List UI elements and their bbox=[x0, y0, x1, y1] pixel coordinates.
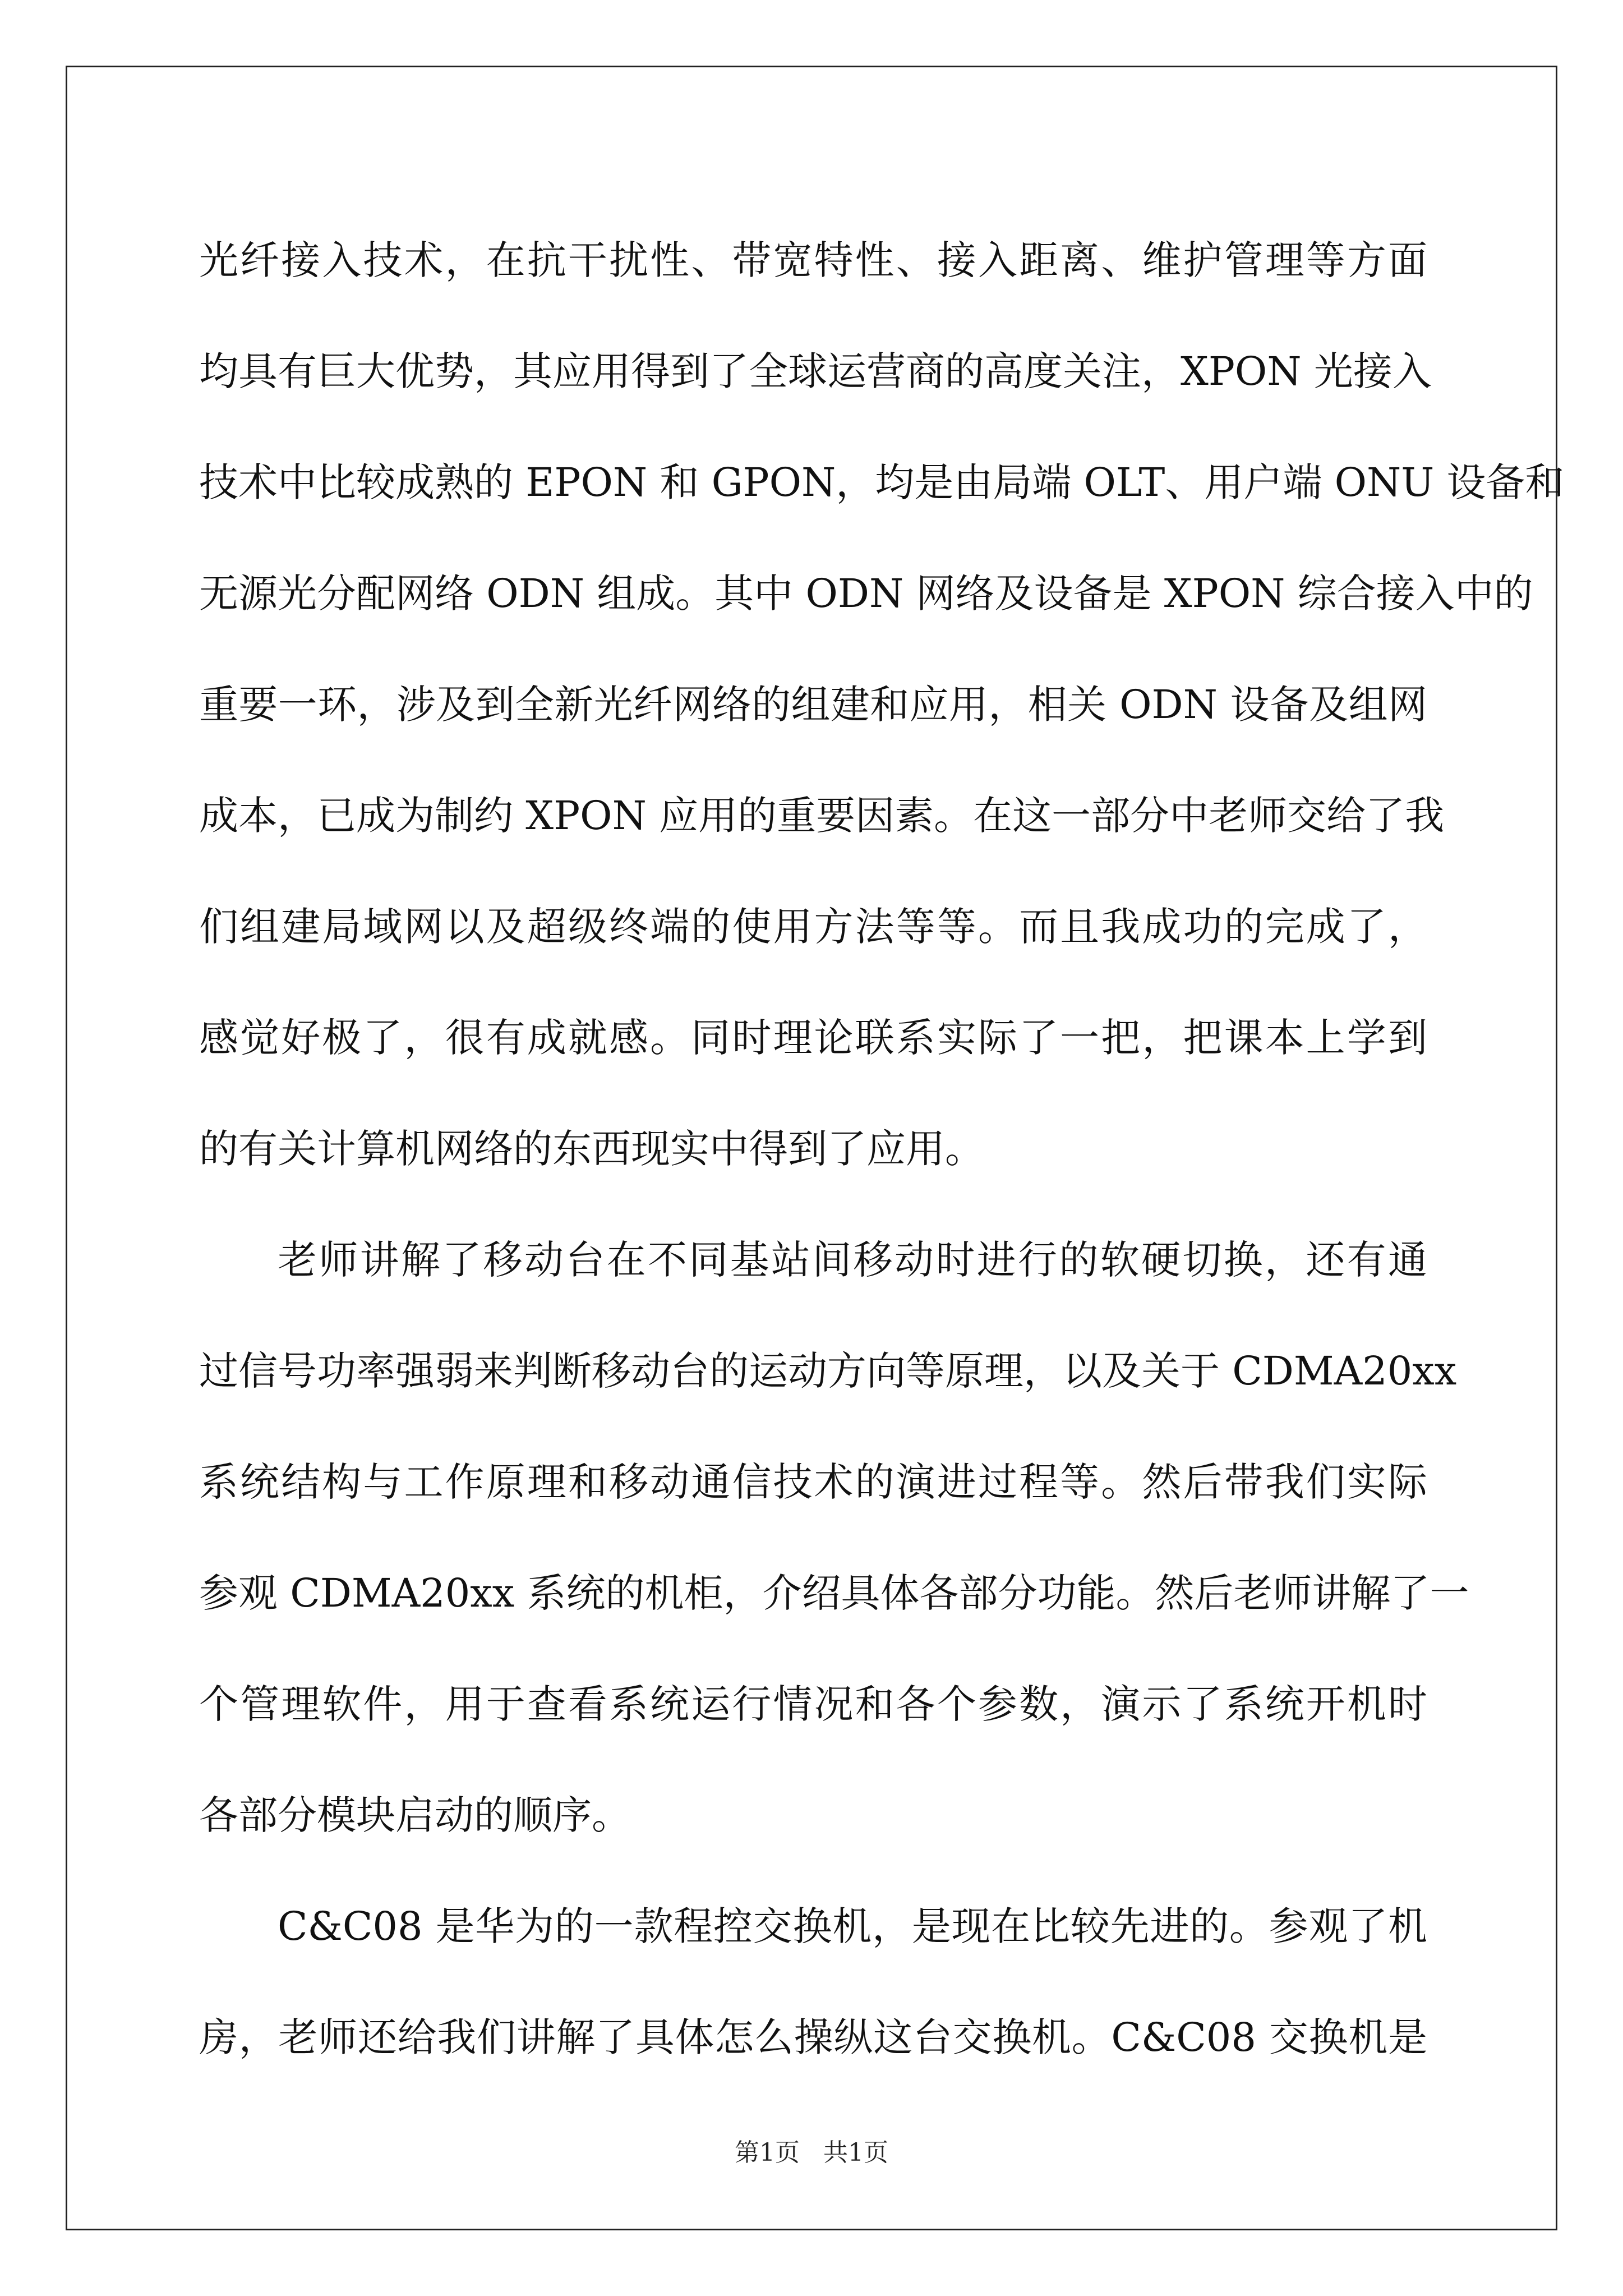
text-line: 成本，已成为制约 XPON 应用的重要因素。在这一部分中老师交给了我 bbox=[199, 793, 1445, 839]
text-line: 均具有巨大优势，其应用得到了全球运营商的高度关注，XPON 光接入 bbox=[199, 348, 1432, 394]
text-line: 各部分模块启动的顺序。 bbox=[199, 1792, 631, 1838]
text-line: 参观 CDMA20xx 系统的机柜，介绍具体各部分功能。然后老师讲解了一 bbox=[199, 1570, 1469, 1616]
text-line: 技术中比较成熟的 EPON 和 GPON，均是由局端 OLT、用户端 ONU 设备和 bbox=[199, 459, 1565, 505]
text-line: 房，老师还给我们讲解了具体怎么操纵这台交换机。C&C08 交换机是 bbox=[199, 2014, 1427, 2060]
document-body bbox=[199, 205, 1565, 2093]
text-line: 过信号功率强弱来判断移动台的运动方向等原理，以及关于 CDMA20xx bbox=[199, 1348, 1457, 1394]
text-line: 的有关计算机网络的东西现实中得到了应用。 bbox=[199, 1126, 984, 1172]
text-line: 感觉好极了，很有成就感。同时理论联系实际了一把，把课本上学到 bbox=[199, 1015, 1427, 1061]
text-line: 老师讲解了移动台在不同基站间移动时进行的软硬切换，还有通 bbox=[278, 1237, 1427, 1283]
paragraph-2 bbox=[199, 1204, 1469, 1871]
paragraph-1 bbox=[199, 205, 1565, 1204]
text-line: 系统结构与工作原理和移动通信技术的演进过程等。然后带我们实际 bbox=[199, 1459, 1427, 1505]
text-line: 无源光分配网络 ODN 组成。其中 ODN 网络及设备是 XPON 综合接入中的 bbox=[199, 570, 1533, 616]
text-line: 们组建局域网以及超级终端的使用方法等等。而且我成功的完成了， bbox=[199, 904, 1427, 950]
text-line: 光纤接入技术，在抗干扰性、带宽特性、接入距离、维护管理等方面 bbox=[199, 237, 1427, 283]
page-footer: 第1页 共1页 bbox=[735, 2138, 888, 2167]
text-line: C&C08 是华为的一款程控交换机，是现在比较先进的。参观了机 bbox=[278, 1903, 1427, 1949]
paragraph-3 bbox=[199, 1871, 1427, 2093]
text-line: 个管理软件，用于查看系统运行情况和各个参数，演示了系统开机时 bbox=[199, 1681, 1427, 1727]
text-line: 重要一环，涉及到全新光纤网络的组建和应用，相关 ODN 设备及组网 bbox=[199, 682, 1427, 728]
